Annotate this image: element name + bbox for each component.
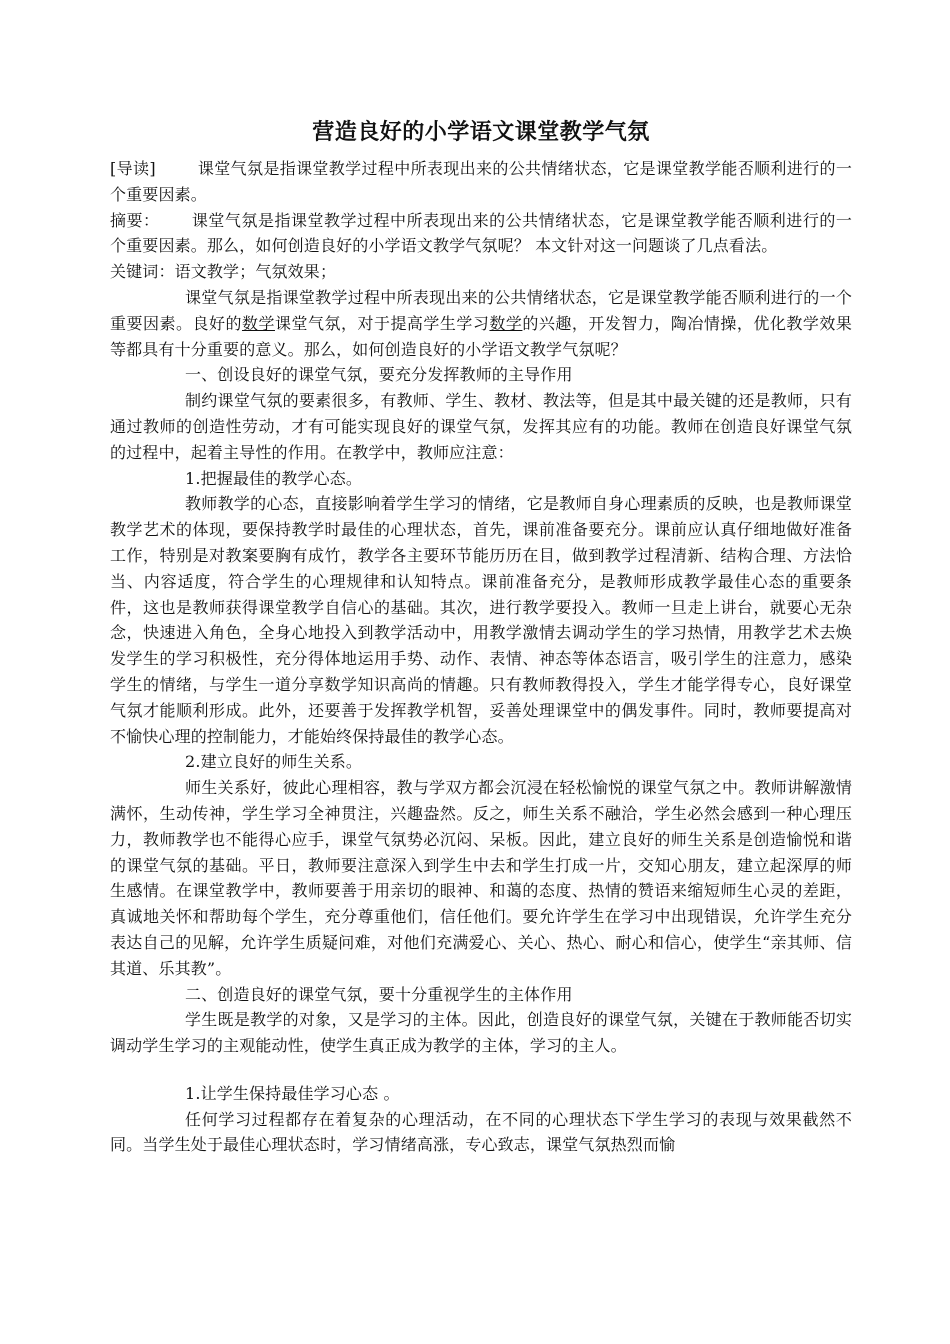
math-link-2[interactable]: 数学 [489,313,523,333]
intro-body-paragraph [110,285,852,362]
abstract-label: 摘要： [110,210,160,230]
section2-item1-heading: 1.让学生保持最佳学习心态 。 [185,1083,400,1103]
section2-heading: 二、创造良好的课堂气氛，要十分重视学生的主体作用 [185,984,573,1004]
section1-item2-paragraph: 师生关系好，彼此心理相容，教与学双方都会沉浸在轻松愉悦的课堂气氛之中。教师讲解激情满怀，生动传神，学生学习全神贯注，兴趣盎然。反之，师生关系不融洽，学生必然会感到一种心理压力，教师教学也不能得心应手，课堂气氛势必沉闷、呆板。因此，建立良好的师生关系是创造愉悦和谐的课堂气氛的基础。平日，教师要注意深入到学生中去和学生打成一片，交知心朋友，建立起深厚的师生感情。在课堂教学中，教师要善于用亲切的眼神、和蔼的态度、热情的赞语来缩短师生心灵的差距，真诚地关怀和帮助每个学生，充分尊重他们，信任他们。要允许学生在学习中出现错误，允许学生充分表达自己的见解，允许学生质疑问难，对他们充满爱心、关心、热心、耐心和信心，使学生“亲其师、信其道、乐其教”。 [110,778,852,978]
intro-label: [导读] [110,159,156,178]
section1-heading: 一、创设良好的课堂气氛，要充分发挥教师的主导作用 [185,365,573,385]
intro-body-part3: 的兴趣，开发智力，陶冶情操，优化教学效果等都具有十分重要的意义。那么，如何创造良好的小学语文教学气氛呢？ [110,313,852,359]
abstract-text: 课堂气氛是指课堂教学过程中所表现出来的公共情绪状态，它是课堂教学能否顺利进行的一个重要因素。那么，如何创造良好的小学语文教学气氛呢？ 本文针对这一问题谈了几点看法。 [110,210,852,256]
math-link-1[interactable]: 数学 [241,313,275,333]
section1-item2-heading: 2.建立良好的师生关系。 [185,752,363,772]
section1-paragraph: 制约课堂气氛的要素很多，有教师、学生、教材、教法等，但是其中最关键的还是教师，只有通过教师的创造性劳动，才有可能实现良好的课堂气氛，发挥其应有的功能。教师在创造良好课堂气氛的过程中，起着主导性的作用。在教学中，教师应注意： [110,391,852,462]
intro-body-part2: 课堂气氛，对于提高学生学习 [274,313,490,333]
keywords-paragraph [110,259,852,285]
keywords-label: 关键词： [110,262,175,282]
intro-body-part1: 课堂气氛是指课堂教学过程中所表现出来的公共情绪状态，它是课堂教学能否顺利进行的一个重要因素。良好的 [110,287,852,333]
intro-text: 课堂气氛是指课堂教学过程中所表现出来的公共情绪状态，它是课堂教学能否顺利进行的一个重要因素。 [110,159,852,204]
section2-paragraph: 学生既是教学的对象，又是学习的主体。因此，创造良好的课堂气氛，关键在于教师能否切实调动学生学习的主观能动性，使学生真正成为教学的主体，学习的主人。 [110,1010,852,1056]
section1-item1-heading: 1.把握最佳的教学心态。 [185,468,363,488]
abstract-paragraph [110,208,852,260]
keywords-text: 语文教学；气氛效果； [174,262,337,282]
paragraph-gap [110,1059,852,1081]
section1-item1-paragraph: 教师教学的心态，直接影响着学生学习的情绪，它是教师自身心理素质的反映，也是教师课堂教学艺术的体现，要保持教学时最佳的心理状态，首先，课前准备要充分。课前应认真仔细地做好准备工作，特别是对教案要胸有成竹，教学各主要环节能历历在目，做到教学过程清新、结构合理、方法恰当、内容适度，符合学生的心理规律和认知特点。课前准备充分，是教师形成教学最佳心态的重要条件，这也是教师获得课堂教学自信心的基础。其次，进行教学要投入。教师一旦走上讲台，就要心无杂念，快速进入角色，全身心地投入到教学活动中，用教学激情去调动学生的学习热情，用教学艺术去焕发学生的学习积极性，充分得体地运用手势、动作、表情、神态等体态语言，吸引学生的注意力，感染学生的情绪，与学生一道分享数学知识高尚的情趣。只有教师教得投入，学生才能学得专心，良好课堂气氛才能顺利形成。此外，还要善于发挥教学机智，妥善处理课堂中的偶发事件。同时，教师要提高对不愉快心理的控制能力，才能始终保持最佳的教学心态。 [110,494,852,746]
document-title: 营造良好的小学语文课堂教学气氛 [312,120,650,145]
intro-paragraph [110,156,852,208]
document-page [110,118,852,1158]
section2-item1-paragraph: 任何学习过程都存在着复杂的心理活动，在不同的心理状态下学生学习的表现与效果截然不同。当学生处于最佳心理状态时，学习情绪高涨，专心致志，课堂气氛热烈而愉 [110,1109,852,1155]
